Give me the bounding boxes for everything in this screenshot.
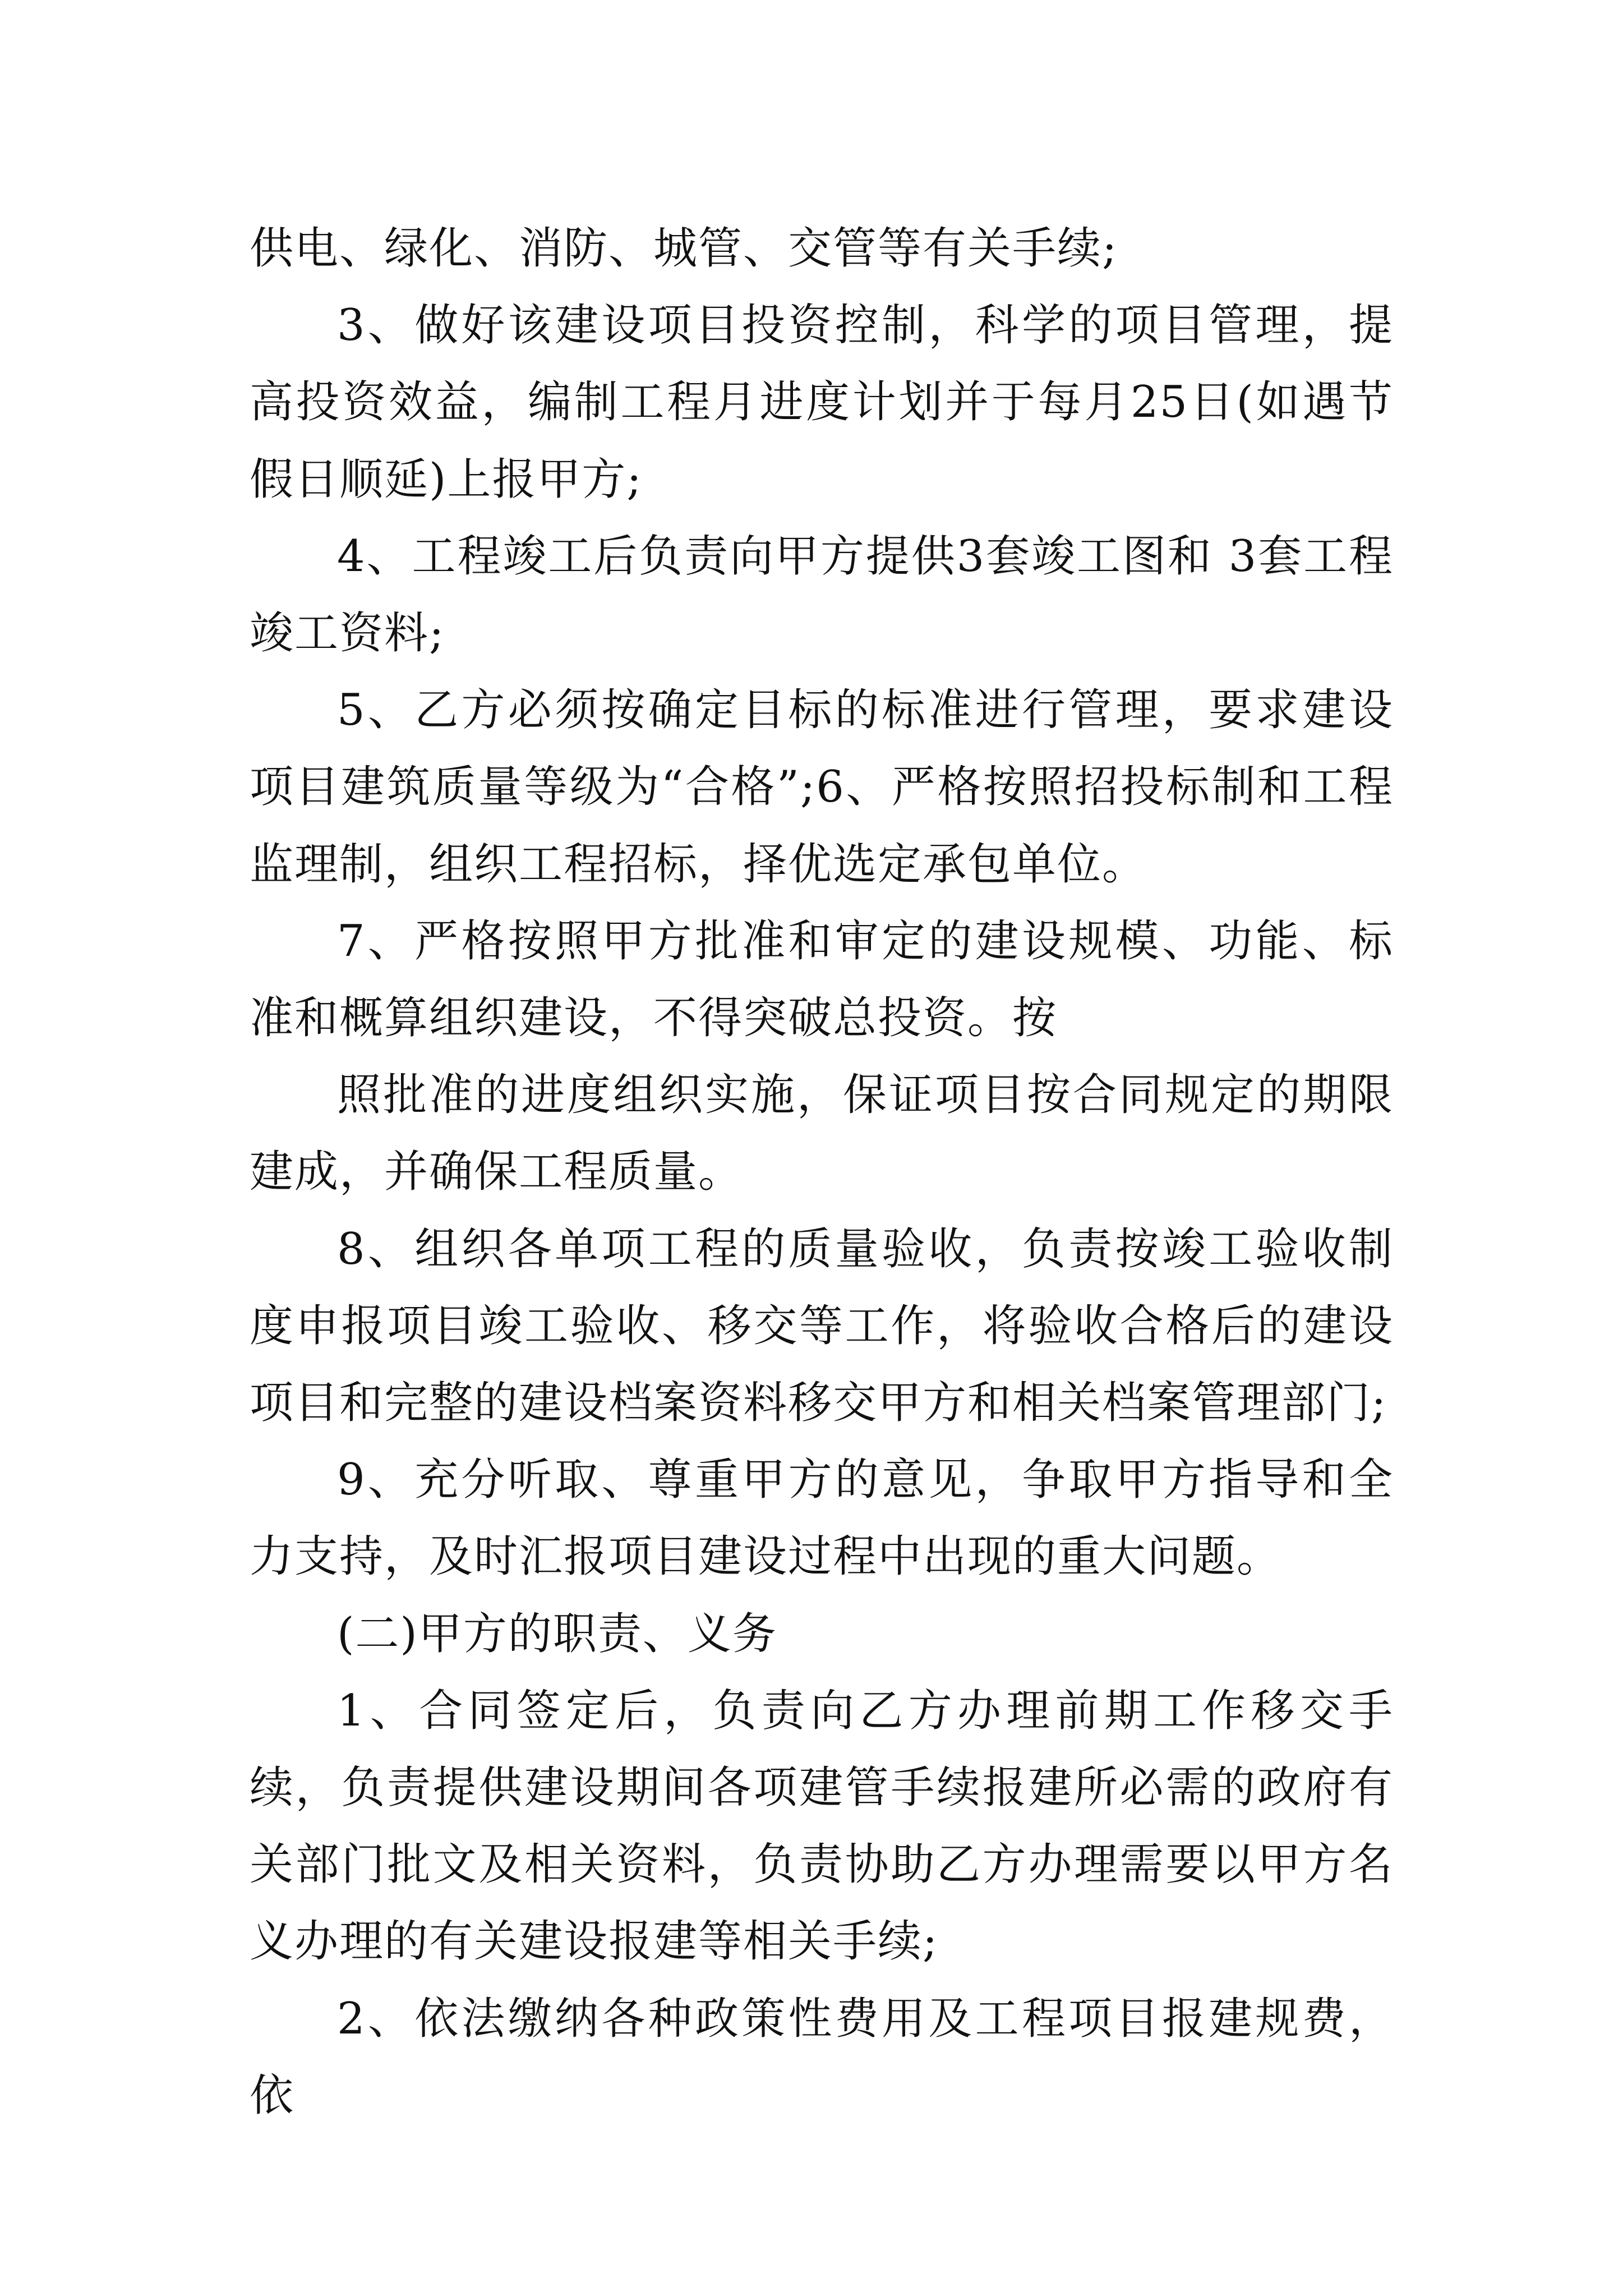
- document-body: [250, 210, 1394, 2134]
- paragraph-continuation: 供电、绿化、消防、城管、交管等有关手续;: [250, 223, 1118, 274]
- paragraph-party-a-item-2: 2、依法缴纳各种政策性费用及工程项目报建规费，依: [250, 1993, 1394, 2121]
- paragraph-item-4: 4、工程竣工后负责向甲方提供3套竣工图和 3套工程竣工资料;: [250, 531, 1394, 659]
- paragraph-item-5-6: 5、乙方必须按确定目标的标准进行管理，要求建设项目建筑质量等级为“合格”;6、严格按照招投标制和工程监理制，组织工程招标，择优选定承包单位。: [250, 685, 1394, 890]
- paragraph-item-7-continued: 照批准的进度组织实施，保证项目按合同规定的期限建成，并确保工程质量。: [250, 1070, 1394, 1198]
- paragraph-item-3: 3、做好该建设项目投资控制，科学的项目管理，提高投资效益，编制工程月进度计划并于每月25日(如遇节假日顺延)上报甲方;: [250, 300, 1394, 505]
- section-heading-party-a-duties: (二)甲方的职责、义务: [337, 1608, 777, 1659]
- paragraph-party-a-item-1: 1、合同签定后，负责向乙方办理前期工作移交手续，负责提供建设期间各项建管手续报建所必需的政府有关部门批文及相关资料，负责协助乙方办理需要以甲方名义办理的有关建设报建等相关手续;: [250, 1685, 1394, 1967]
- paragraph-item-7: 7、严格按照甲方批准和审定的建设规模、功能、标准和概算组织建设，不得突破总投资。按: [250, 915, 1394, 1044]
- paragraph-item-8: 8、组织各单项工程的质量验收，负责按竣工验收制度申报项目竣工验收、移交等工作，将验收合格后的建设项目和完整的建设档案资料移交甲方和相关档案管理部门;: [250, 1223, 1394, 1429]
- paragraph-item-9: 9、充分听取、尊重甲方的意见，争取甲方指导和全力支持，及时汇报项目建设过程中出现的重大问题。: [250, 1455, 1394, 1582]
